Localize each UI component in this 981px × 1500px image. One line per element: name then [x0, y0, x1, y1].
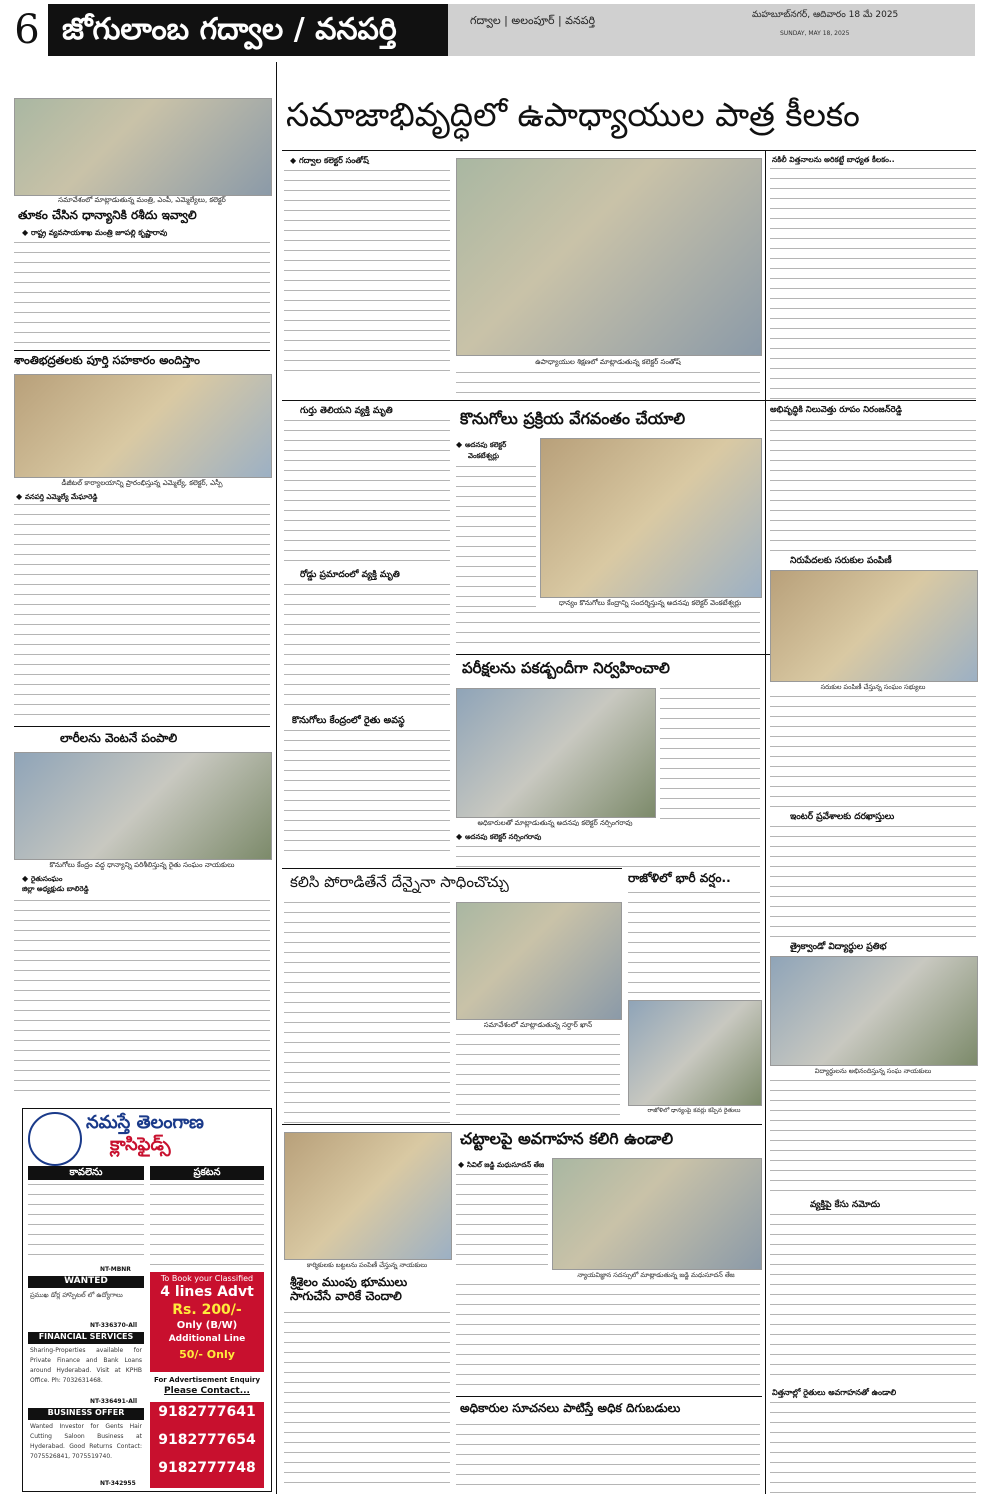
photo-caption: సమావేశంలో మాట్లాడుతున్న మంత్రి, ఎంపీ, ఎమ్మెల్యేలు, కలెక్టర్ — [58, 196, 226, 204]
byline — [290, 156, 450, 167]
headline: విత్తనాల్లో రైతులు అవగాహనతో ఉండాలి — [772, 1388, 897, 1397]
divider — [282, 868, 622, 869]
byline — [22, 874, 142, 885]
headline: వ్యక్తిపై కేసు నమోదు — [810, 1200, 881, 1210]
bullet-icon: ◆ — [456, 832, 465, 841]
divider — [456, 1396, 762, 1397]
article-text — [660, 688, 760, 828]
divider — [282, 150, 976, 151]
masthead-date: మహబూబ్‌నగర్, ఆదివారం 18 మే 2025 — [752, 10, 899, 20]
article-text — [14, 900, 270, 1100]
headline: అభివృద్ధికి నిలువెత్తు రూపం నిరంజన్‌రెడ్డి — [770, 405, 902, 415]
article-text — [770, 168, 976, 400]
masthead-subtitle: గద్వాల | అలంపూర్ | వనపర్తి — [470, 14, 596, 27]
book-price: Rs. 200/- — [172, 1302, 242, 1318]
photo-purchase-center — [540, 438, 762, 598]
article-text — [770, 1402, 976, 1494]
article-text — [284, 730, 450, 860]
article-text — [770, 1080, 976, 1196]
headline: పరీక్షలను పకడ్బందీగా నిర్వహించాలి — [462, 659, 670, 677]
bullet-icon: ◆ — [456, 440, 465, 449]
ad-text — [150, 1184, 264, 1270]
article-text — [456, 1174, 548, 1274]
article-text — [456, 1034, 620, 1124]
article-text — [456, 612, 760, 650]
divider — [282, 400, 976, 401]
book-line: For Advertisement Enquiry — [153, 1376, 261, 1384]
headline: రాజోళిలో భారీ వర్షం.. — [628, 871, 731, 885]
photo-distribution — [284, 1132, 452, 1260]
masthead-date-english: SUNDAY, MAY 18, 2025 — [780, 30, 850, 37]
book-line: 50/- Only — [179, 1348, 235, 1361]
page-number: 6 — [14, 7, 40, 53]
article-text — [14, 504, 270, 722]
book-line: 4 lines Advt — [160, 1284, 254, 1300]
book-line: Additional Line — [168, 1334, 246, 1344]
classifieds-col-head: కావలెను — [28, 1166, 144, 1180]
lead-headline: సమాజాభివృద్ధిలో ఉపాధ్యాయుల పాత్ర కీలకం — [286, 95, 860, 134]
headline: లారీలను వెంటనే పంపాలి — [60, 731, 178, 745]
byline-text: అదనపు కలెక్టర్ నర్సింగరావు — [464, 833, 542, 841]
headline: కొనుగోలు ప్రక్రియ వేగవంతం చేయాలి — [460, 409, 686, 428]
photo-office — [14, 374, 272, 478]
bullet-icon: ◆ — [290, 156, 299, 165]
photo-rain — [628, 1000, 762, 1106]
wanted-text: ప్రముఖ డోర్ల హాస్పిటల్ లో ఉద్యోగాలు — [30, 1291, 123, 1299]
business-text: Wanted Investor for Gents Hair Cutting Saloon Business at Hyderabad. Good Returns Contact: 7075526841, 7075519740. — [30, 1423, 142, 1460]
headline: శ్రీశైలం ముంపు భూములు సాగుచేసే వారికే చెందాలి — [290, 1275, 408, 1303]
article-text — [284, 1312, 450, 1492]
side-headline: నకిలీ విత్తనాలను అరికట్టే బాధ్యత కీలకం.. — [772, 155, 895, 164]
financial-text: Sharing-Properties available for Private Finance and Bank Loans around Hyderabad. Visit at KPHB Office. Ph: 7032631468. — [30, 1347, 142, 1384]
article-text — [770, 420, 976, 552]
article-text — [456, 1424, 760, 1494]
photo-paddy — [14, 752, 272, 860]
bullet-icon: ◆ — [458, 1160, 467, 1169]
divider — [282, 1124, 762, 1125]
ad-id: NT-342955 — [100, 1480, 136, 1487]
phone-number: 9182777641 — [158, 1404, 256, 1420]
photo-caption: సరుకుల పంపిణీ చేస్తున్న సంఘం సభ్యులు — [820, 683, 926, 691]
article-text — [770, 826, 976, 938]
byline-text: రైతుసంఘం — [30, 875, 63, 883]
article-text — [628, 892, 760, 996]
byline: జిల్లా అధ్యక్షుడు బాలిరెడ్డి — [22, 885, 89, 893]
business-head: BUSINESS OFFER — [28, 1408, 144, 1420]
byline-text: వనపర్తి ఎమ్మెల్యే మేఘారెడ్డి — [24, 493, 98, 501]
article-text — [770, 696, 976, 808]
headline: నిరుపేదలకు సరుకుల పంపిణీ — [790, 556, 892, 566]
classifieds-logo-text: నమస్తే తెలంగాణ — [86, 1112, 204, 1133]
photo-caption: ఉపాధ్యాయుల శిక్షణలో మాట్లాడుతున్న కలెక్టర్ సంతోష్ — [535, 358, 681, 366]
article-text — [284, 170, 450, 374]
photo-caption: డీజీటల్ కార్యాలయాన్ని ప్రారంభిస్తున్న ఎమ్మెల్యే, కలెక్టర్, ఎస్పీ — [61, 479, 223, 487]
photo-caption: కొనుగోలు కేంద్రం వద్ద ధాన్యాన్ని పరిశీలిస్తున్న రైతు సంఘం నాయకులు — [49, 861, 235, 869]
photo-caption: ధాన్యం కొనుగోలు కేంద్రాన్ని సందర్శిస్తున్న అదనపు కలెక్టర్ వెంకటేశ్వర్లు — [558, 599, 742, 607]
byline-text: సివిల్ జడ్జి మధుసూదన్ తేజ — [466, 1161, 545, 1169]
ad-id: NT-MBNR — [100, 1266, 131, 1273]
photo-seminar — [552, 1158, 762, 1270]
byline-text: అదనపు కలెక్టర్ — [464, 441, 507, 449]
photo-teachers — [456, 158, 762, 356]
headline: గుర్తు తెలియని వ్యక్తి మృతి — [300, 406, 393, 416]
column-rule — [765, 150, 766, 1494]
photo-caption: విద్యార్థులను అభినందిస్తున్న సంఘ నాయకులు — [814, 1067, 932, 1075]
book-line: Only (B/W) — [176, 1320, 238, 1331]
bullet-icon: ◆ — [16, 492, 25, 501]
photo-officials — [456, 688, 656, 818]
headline: తూకం చేసిన ధాన్యానికి రశీదు ఇవ్వాలి — [18, 208, 197, 222]
article-text — [14, 242, 270, 346]
article-text — [284, 584, 450, 714]
wanted-head: WANTED — [28, 1276, 144, 1288]
bullet-icon: ◆ — [22, 228, 31, 237]
classifieds-col-head: ప్రకటన — [150, 1166, 264, 1180]
headline: రోడ్డు ప్రమాదంలో వ్యక్తి మృతి — [300, 570, 400, 580]
byline-text: రాష్ట్ర వ్యవసాయశాఖ మంత్రి జూపల్లి కృష్ణారావు — [30, 228, 168, 237]
photo-caption: కార్మికులకు బట్టలను పంపిణీ చేస్తున్న నాయకులు — [306, 1261, 428, 1269]
phone-number: 9182777654 — [158, 1432, 256, 1448]
byline — [456, 832, 656, 843]
headline: కలిసి పోరాడితేనే దేన్నైనా సాధించొచ్చు — [290, 873, 509, 891]
headline: చట్టాలపై అవగాహన కలిగి ఉండాలి — [460, 1129, 674, 1148]
ad-id: NT-336491-All — [90, 1398, 138, 1405]
article-text — [284, 420, 450, 568]
divider — [14, 350, 270, 351]
headline: ఇంటర్ ప్రవేశాలకు దరఖాస్తులు — [790, 812, 895, 822]
article-text — [456, 372, 760, 396]
bullet-icon: ◆ — [22, 874, 31, 883]
photo-caption: రాజోళిలో ధాన్యంపై కవర్లు కప్పిన రైతులు — [647, 1107, 741, 1114]
photo-caption: న్యాయవిజ్ఞాన సదస్సులో మాట్లాడుతున్న జడ్జి మధుసూదన్ తేజ — [577, 1271, 735, 1279]
classifieds-logo-sub: క్లాసిఫైడ్స్ — [110, 1134, 171, 1155]
photo-students — [770, 956, 978, 1066]
classifieds-logo-icon — [28, 1112, 82, 1166]
article-text — [456, 466, 536, 616]
book-line: To Book your Classified — [160, 1274, 254, 1283]
ad-id: NT-336370-All — [90, 1322, 138, 1329]
headline: త్రైక్వాండో విద్యార్థుల ప్రతిభ — [790, 942, 887, 952]
phone-number: 9182777748 — [158, 1460, 256, 1476]
byline — [22, 228, 272, 239]
byline — [456, 440, 536, 451]
byline: వెంకటేశ్వర్లు — [468, 452, 500, 460]
section-title: జోగులాంబ గద్వాల / వనపర్తి — [48, 4, 448, 56]
photo-meeting — [14, 98, 272, 196]
headline: అధికారుల సూచనలు పాటిస్తే అధిక దిగుబడులు — [460, 1401, 681, 1415]
article-text — [770, 1214, 976, 1384]
article-text — [456, 1284, 760, 1392]
photo-caption: సమావేశంలో మాట్లాడుతున్న సర్దార్ ఖాన్ — [483, 1021, 593, 1029]
book-line: Please Contact... — [164, 1386, 250, 1396]
byline-text: గద్వాల కలెక్టర్ సంతోష్ — [298, 156, 369, 165]
column-rule — [276, 62, 277, 1494]
photo-grocery — [770, 570, 978, 682]
ad-text — [28, 1184, 144, 1264]
photo-caption: అధికారులతో మాట్లాడుతున్న అదనపు కలెక్టర్ నర్సింగరావు — [477, 819, 633, 827]
byline — [16, 492, 146, 503]
article-text — [456, 846, 760, 868]
headline: కొనుగోలు కేంద్రంలో రైతు అవస్థ — [292, 715, 405, 726]
divider — [14, 726, 270, 727]
article-text — [284, 902, 450, 1124]
byline — [458, 1160, 548, 1171]
photo-meeting — [456, 902, 622, 1020]
financial-head: FINANCIAL SERVICES — [28, 1332, 144, 1344]
headline: శాంతిభద్రతలకు పూర్తి సహకారం అందిస్తాం — [14, 353, 200, 367]
